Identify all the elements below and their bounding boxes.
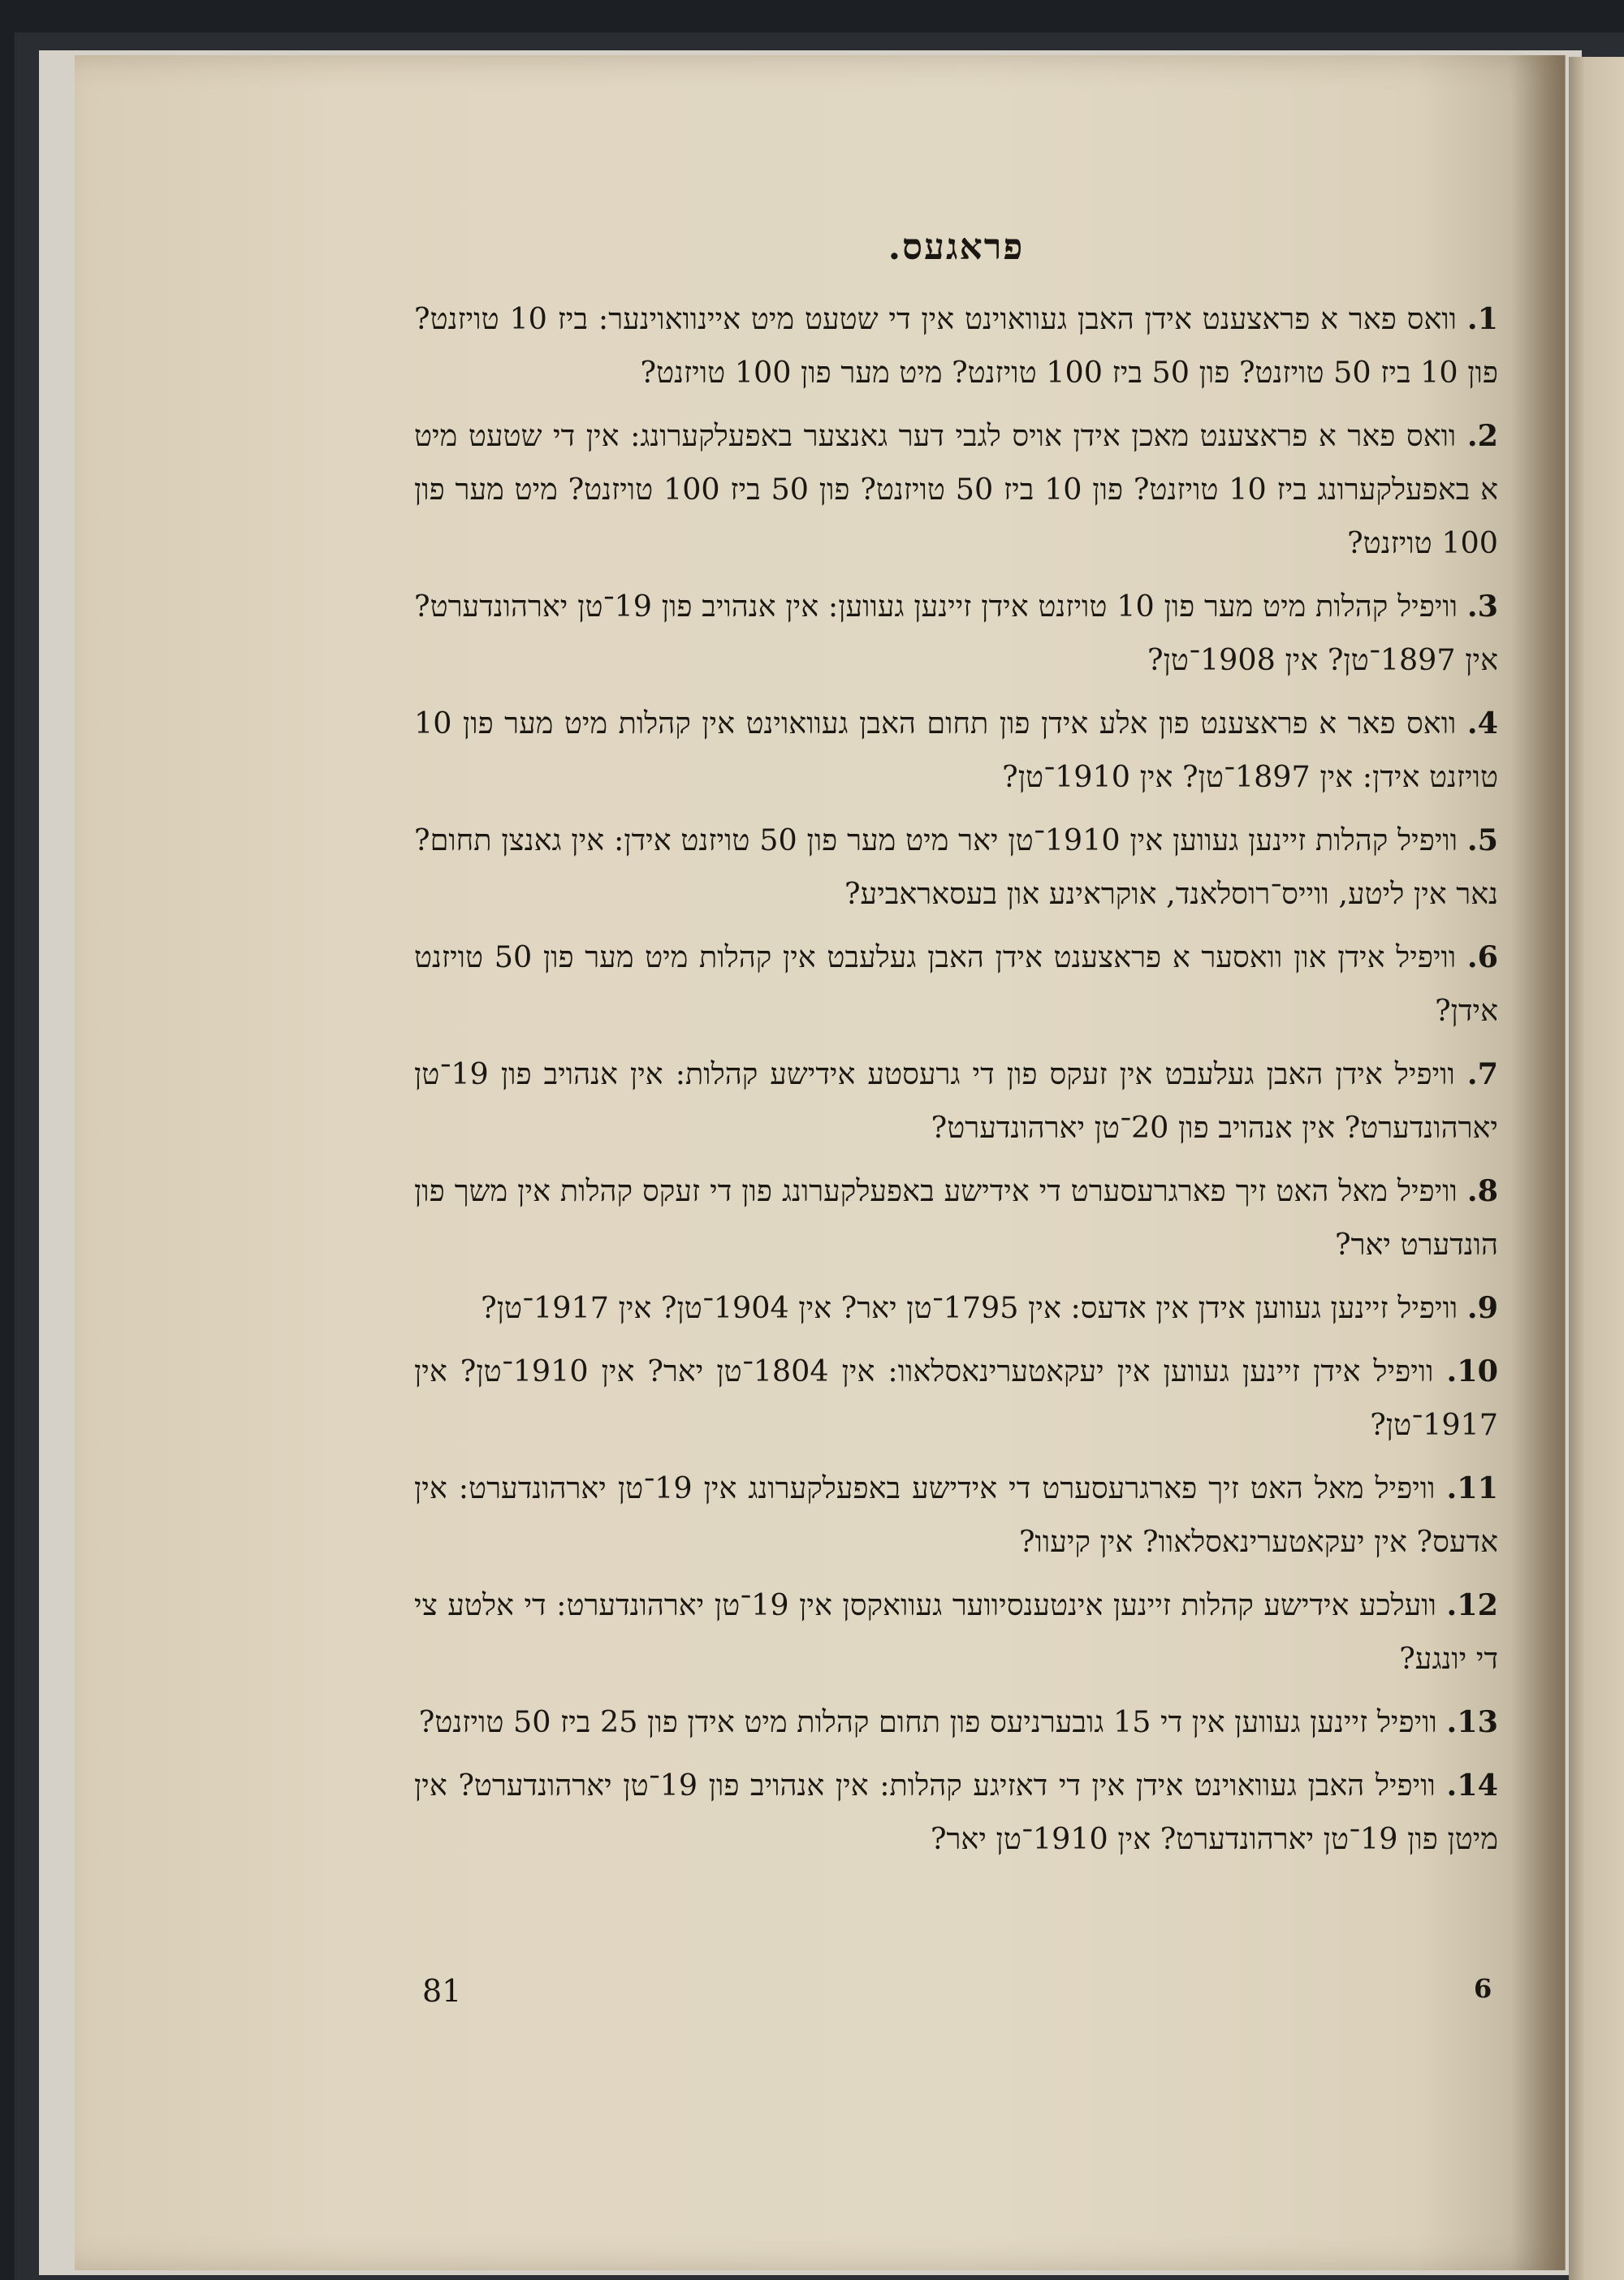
question-text: וואס פאר א פראצענט אידן האבן געוואוינט אין די שטעט מיט איינוואוינער: ביז 10 טויזנט? פון 10 ביז 50 טויזנט? פון 50 ביז 100 טויזנט? מיט מער פון 100 טויזנט? xyxy=(414,301,1498,390)
question-13 xyxy=(414,1695,1498,1749)
question-number: 13. xyxy=(1446,1704,1498,1739)
question-12 xyxy=(414,1578,1498,1686)
question-text: וויפיל קהלות מיט מער פון 10 טויזנט אידן זיינען געווען: אין אנהויב פון 19־טן יארהונדערט? אין 1897־טן? אין 1908־טן? xyxy=(414,589,1498,677)
question-number: 11. xyxy=(1446,1470,1498,1505)
question-3 xyxy=(414,580,1498,687)
page-number: 81 xyxy=(422,1973,462,2009)
page-title: פראגעס. xyxy=(888,227,1025,268)
question-14 xyxy=(414,1759,1498,1866)
question-6 xyxy=(414,931,1498,1038)
question-number: 9. xyxy=(1466,1290,1498,1325)
question-5 xyxy=(414,814,1498,921)
question-text: וואס פאר א פראצענט מאכן אידן אויס לגבי דער גאנצער באפעלקערונג: אין די שטעט מיט א באפעלקערונג ביז 10 טויזנט? פון 10 ביז 50 טויזנט? פון 50 ביז 100 טויזנט? מיט מער פון 100 טויזנט? xyxy=(414,418,1498,560)
signature-mark: 6 xyxy=(1474,1973,1492,2004)
question-number: 2. xyxy=(1466,418,1498,453)
question-4 xyxy=(414,697,1498,804)
question-number: 10. xyxy=(1446,1354,1498,1388)
question-10 xyxy=(414,1345,1498,1452)
question-text: וויפיל אידן זיינען געווען אין יעקאטערינאסלאוו: אין 1804־טן יאר? אין 1910־טן? אין 1917־טן? xyxy=(414,1354,1498,1442)
question-text: וואס פאר א פראצענט פון אלע אידן פון תחום האבן געוואוינט אין קהלות מיט מער פון 10 טויזנט אידן: אין 1897־טן? אין 1910־טן? xyxy=(414,706,1498,794)
question-text: וויפיל האבן געוואוינט אידן אין די דאזיגע קהלות: אין אנהויב פון 19־טן יארהונדערט? אין מיטן פון 19־טן יארהונדערט? אין 1910־טן יאר? xyxy=(414,1768,1498,1856)
question-text: וויפיל אידן און וואסער א פראצענט אידן האבן געלעבט אין קהלות מיט מער פון 50 טויזנט אידן? xyxy=(414,939,1498,1028)
question-8 xyxy=(414,1164,1498,1272)
question-7 xyxy=(414,1047,1498,1155)
question-number: 8. xyxy=(1466,1173,1498,1208)
question-text: וויפיל מאל האט זיך פארגרעסערט די אידישע באפעלקערונג אין 19־טן יארהונדערט: אין אדעס? אין יעקאטערינאסלאוו? אין קיעוו? xyxy=(414,1470,1498,1559)
question-text: וועלכע אידישע קהלות זיינען אינטענסיווער געוואקסן אין 19־טן יארהונדערט: די אלטע צי די יונגע? xyxy=(414,1587,1498,1676)
question-number: 14. xyxy=(1446,1768,1499,1803)
question-number: 12. xyxy=(1446,1587,1498,1622)
question-11 xyxy=(414,1462,1498,1569)
question-text: וויפיל מאל האט זיך פארגרעסערט די אידישע באפעלקערונג פון די זעקס קהלות אין משך פון הונדערט יאר? xyxy=(414,1173,1498,1262)
page-content xyxy=(414,221,1498,1876)
question-number: 1. xyxy=(1466,301,1498,336)
question-number: 3. xyxy=(1466,589,1499,624)
question-number: 4. xyxy=(1466,706,1498,741)
question-number: 6. xyxy=(1466,939,1498,974)
question-number: 5. xyxy=(1466,823,1498,857)
question-text: וויפיל זיינען געווען אין די 15 גובערניעס פון תחום קהלות מיט אידן פון 25 ביז 50 טויזנט? xyxy=(418,1704,1437,1739)
question-text: וויפיל אידן האבן געלעבט אין זעקס פון די גרעסטע אידישע קהלות: אין אנהויב פון 19־טן יארהונדערט? אין אנהויב פון 20־טן יארהונדערט? xyxy=(414,1056,1498,1145)
question-number: 7. xyxy=(1466,1056,1498,1091)
question-text: וויפיל קהלות זיינען געווען אין 1910־טן יאר מיט מער פון 50 טויזנט אידן: אין גאנצן תחום? נאר אין ליטע, ווייס־רוסלאנד, אוקראינע און בעסאראביע? xyxy=(414,823,1498,911)
question-2 xyxy=(414,409,1498,570)
question-1 xyxy=(414,292,1498,399)
question-9 xyxy=(414,1281,1498,1335)
question-text: וויפיל זיינען געווען אידן אין אדעס: אין 1795־טן יאר? אין 1904־טן? אין 1917־טן? xyxy=(481,1290,1458,1325)
spine-shadow xyxy=(1510,55,1566,2270)
next-page-edge xyxy=(1569,57,1624,2280)
